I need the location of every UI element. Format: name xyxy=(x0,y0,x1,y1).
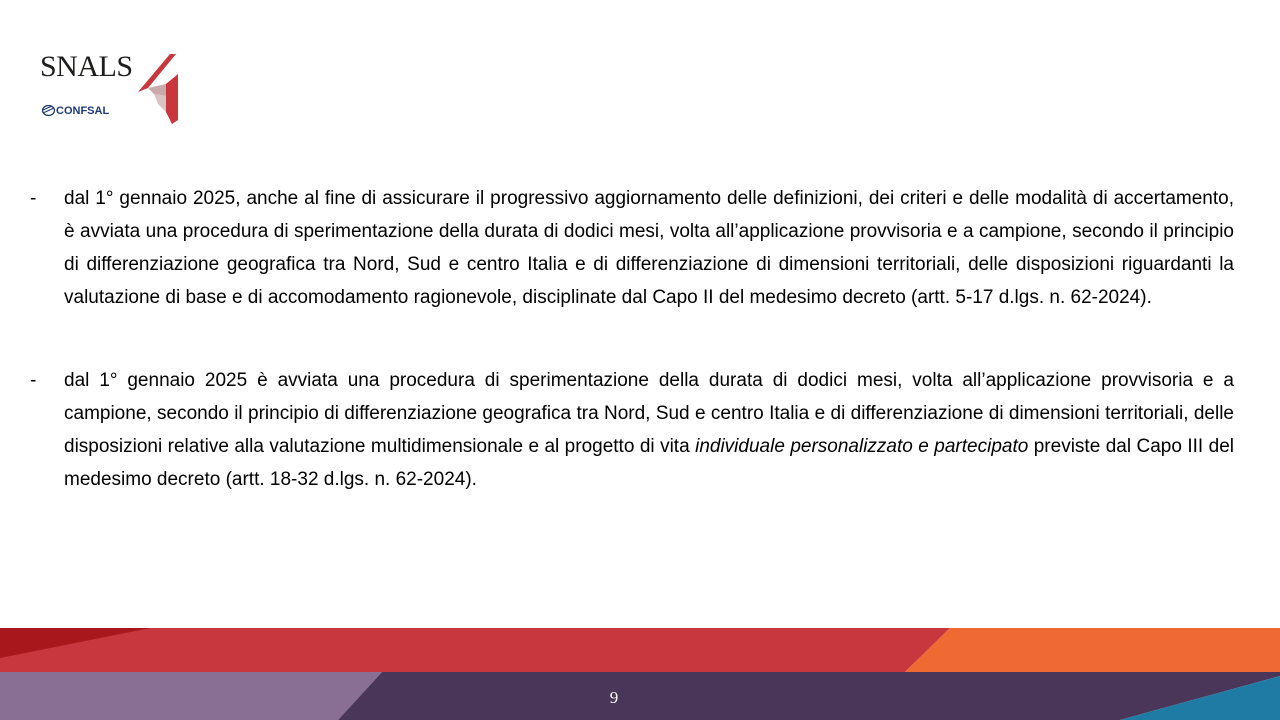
confsal-globe-icon xyxy=(42,105,55,116)
footer-red-band xyxy=(0,628,950,672)
bullet-text-italic: individuale personalizzato e partecipato xyxy=(695,436,1029,457)
bullet-item xyxy=(30,182,1234,314)
bullet-text: dal 1° gennaio 2025, anche al fine di assicurare il progressivo aggiornamento delle definizioni, dei criteri e delle modalità di accertamento, è avviata una procedura di sperimentazione della durata di dodici mesi, volta all’applicazione provvisoria e a campione, secondo il principio di differenziazione geografica tra Nord, Sud e centro Italia e di differenziazione di dimensioni territoriali, delle disposizioni riguardanti la valutazione di base e di accomodamento ragionevole, disciplinate dal Capo II del medesimo decreto (artt. 5-17 d.lgs. n. 62-2024). xyxy=(64,188,1234,308)
bullet-text xyxy=(64,364,1234,496)
bullet-text-before: dal 1° gennaio 2025 è avviata una procedura di sperimentazione della durata di dodici mesi, volta all’applicazione provvisoria e a campione, secondo il principio di differenziazione geografica tra Nord, Sud e centro Italia e di differenziazione di dimensioni territoriali, delle disposizioni relative alla valutazione multidimensionale e al progetto di vita xyxy=(64,370,1234,457)
snals-confsal-logo xyxy=(38,50,188,126)
logo-title: SNALS xyxy=(40,50,133,83)
footer-orange-band xyxy=(905,628,1280,672)
page-number: 9 xyxy=(609,688,619,707)
bullet-dash: - xyxy=(30,370,37,391)
bullet-text-after: previste dal Capo III del medesimo decreto (artt. 18-32 d.lgs. n. 62-2024). xyxy=(64,436,1234,490)
logo-mark-icon xyxy=(134,52,184,124)
slide-body xyxy=(30,182,1234,496)
logo-subtitle: CONFSAL xyxy=(56,105,110,117)
bullet-item xyxy=(30,364,1234,496)
bullet-dash: - xyxy=(30,188,37,209)
